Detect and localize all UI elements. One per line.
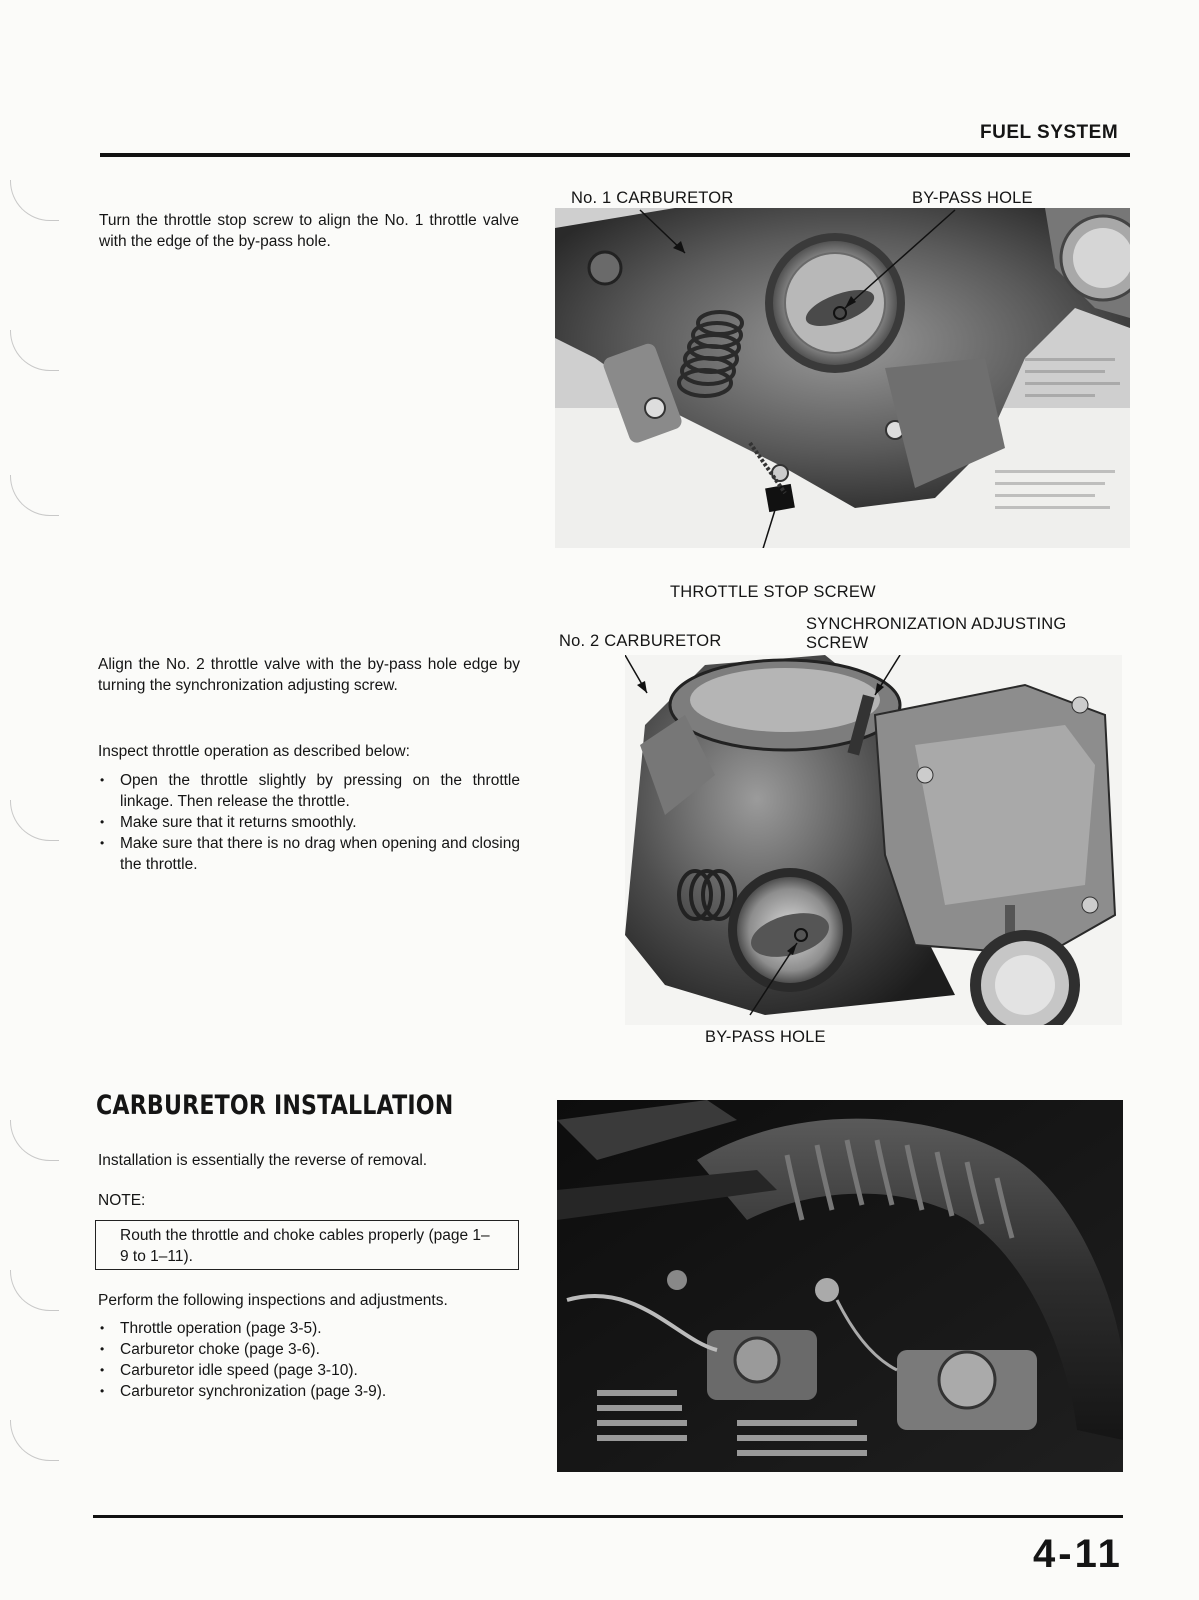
list-item: • Throttle operation (page 3-5). (98, 1318, 528, 1339)
header-rule (100, 153, 1130, 157)
perform-text: Perform the following inspections and adjustments. (98, 1292, 448, 1309)
carburetor-photo-2 (625, 655, 1122, 1025)
margin-mark (10, 180, 59, 221)
margin-mark (10, 475, 59, 516)
list-item: • Open the throttle slightly by pressing on the throttle linkage. Then release the throttle. (98, 770, 520, 812)
footer-rule (93, 1515, 1123, 1518)
list-item: • Carburetor idle speed (page 3-10). (98, 1360, 528, 1381)
step1-text: Turn the throttle stop screw to align the No. 1 throttle valve with the edge of the by-pass hole. (99, 212, 519, 250)
figure1-label-bypass: BY-PASS HOLE (912, 189, 1033, 207)
list-item: • Make sure that there is no drag when opening and closing the throttle. (98, 833, 520, 875)
list-item: • Carburetor choke (page 3-6). (98, 1339, 528, 1360)
figure2-label-sync-1: SYNCHRONIZATION ADJUSTING (806, 615, 1067, 633)
page-number: 4-11 (1033, 1532, 1123, 1576)
inspection-list (98, 1318, 528, 1402)
figure3-photo (557, 1100, 1123, 1472)
section-heading: CARBURETOR INSTALLATION (96, 1090, 454, 1121)
figure2-photo (625, 655, 1122, 1025)
margin-mark (10, 800, 59, 841)
note-box (95, 1220, 519, 1270)
figure2-label-bypass: BY-PASS HOLE (705, 1028, 826, 1046)
carburetor-photo-1 (555, 208, 1130, 548)
inspect-intro: Inspect throttle operation as described below: (98, 743, 410, 760)
figure1-label-carb: No. 1 CARBURETOR (571, 189, 734, 207)
inspect-list (98, 770, 520, 875)
margin-mark (10, 1270, 59, 1311)
note-label: NOTE: (98, 1192, 146, 1209)
margin-mark (10, 1120, 59, 1161)
installation-intro: Installation is essentially the reverse of removal. (98, 1152, 428, 1169)
note-text: Routh the throttle and choke cables properly (page 1–9 to 1–11). (120, 1227, 490, 1265)
margin-mark (10, 330, 59, 371)
figure1-label-stop-screw: THROTTLE STOP SCREW (670, 583, 876, 601)
figure2-label-carb: No. 2 CARBURETOR (559, 632, 722, 650)
installed-carburetor-photo (557, 1100, 1123, 1472)
section-title: FUEL SYSTEM (980, 122, 1119, 143)
list-item: • Make sure that it returns smoothly. (98, 812, 520, 833)
figure1-photo (555, 208, 1130, 548)
list-item: • Carburetor synchronization (page 3-9). (98, 1381, 528, 1402)
margin-mark (10, 1420, 59, 1461)
step2-text: Align the No. 2 throttle valve with the by-pass hole edge by turning the synchronization adjusting screw. (98, 656, 520, 694)
figure2-label-sync-2: SCREW (806, 634, 869, 652)
